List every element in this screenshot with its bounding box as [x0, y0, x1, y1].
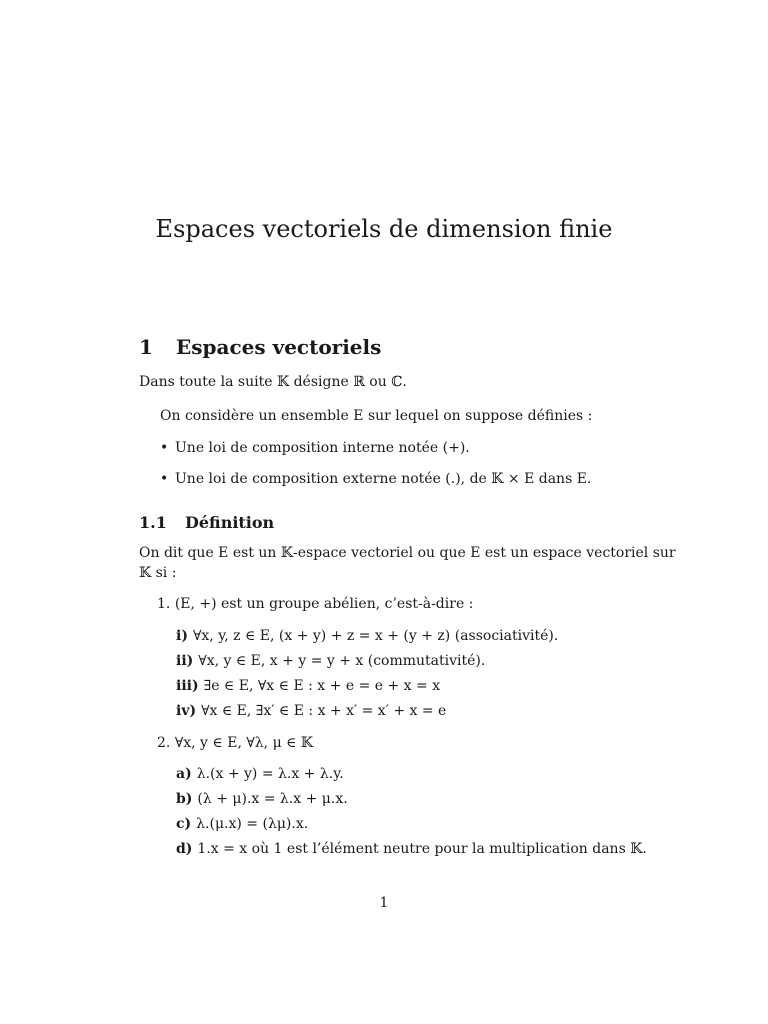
- sub-item: [176, 816, 308, 832]
- sub-item-text: ∀x, y ∈ E, x + y = y + x (commutativité).: [198, 653, 486, 669]
- enum-text: ∀x, y ∈ E, ∀λ, μ ∈ 𝕂: [174, 735, 314, 751]
- enum-label: 2.: [157, 735, 171, 751]
- section-heading: [139, 335, 381, 359]
- bullet-icon: •: [160, 471, 169, 487]
- sub-item-label: iv): [176, 703, 197, 719]
- bullet-icon: •: [160, 440, 169, 456]
- bullet-text: Une loi de composition externe notée (.), de 𝕂 × E dans E.: [175, 471, 592, 487]
- sub-item-label: iii): [176, 678, 199, 694]
- page-number: 1: [379, 895, 389, 911]
- bullet-item: [160, 440, 470, 456]
- sub-item-label: b): [176, 791, 193, 807]
- enum-item-1: [157, 596, 473, 612]
- sub-item: [176, 628, 558, 644]
- sub-item-label: c): [176, 816, 192, 832]
- sub-item-text: 1.x = x où 1 est l’élément neutre pour la multiplication dans 𝕂.: [197, 841, 647, 857]
- intro-line-1: Dans toute la suite 𝕂 désigne ℝ ou ℂ.: [139, 374, 407, 390]
- sub-item-label: ii): [176, 653, 194, 669]
- sub-item-label: a): [176, 766, 192, 782]
- subsection-heading: [139, 513, 274, 532]
- sub-item: [176, 766, 344, 782]
- sub-item-text: λ.(μ.x) = (λμ).x.: [196, 816, 309, 832]
- definition-line-2: 𝕂 si :: [139, 565, 177, 581]
- sub-item-label: i): [176, 628, 188, 644]
- sub-item-text: ∀x ∈ E, ∃x′ ∈ E : x + x′ = x′ + x = e: [201, 703, 447, 719]
- section-title: Espaces vectoriels: [176, 335, 382, 359]
- sub-item-label: d): [176, 841, 193, 857]
- section-number: 1: [139, 335, 153, 359]
- sub-item: [176, 653, 485, 669]
- definition-line-1: On dit que E est un 𝕂-espace vectoriel ou que E est un espace vectoriel sur: [139, 545, 676, 561]
- sub-item: [176, 703, 446, 719]
- bullet-text: Une loi de composition interne notée (+).: [175, 440, 470, 456]
- sub-item-text: ∃e ∈ E, ∀x ∈ E : x + e = e + x = x: [203, 678, 441, 694]
- sub-item-text: λ.(x + y) = λ.x + λ.y.: [196, 766, 344, 782]
- bullet-item: [160, 471, 591, 487]
- document-title: Espaces vectoriels de dimension finie: [155, 215, 613, 243]
- sub-item: [176, 841, 647, 857]
- sub-item-text: ∀x, y, z ∈ E, (x + y) + z = x + (y + z) (associativité).: [192, 628, 559, 644]
- sub-item-text: (λ + μ).x = λ.x + μ.x.: [197, 791, 348, 807]
- enum-label: 1.: [157, 596, 171, 612]
- subsection-title: Définition: [185, 513, 275, 532]
- enum-item-2: [157, 735, 313, 751]
- intro-line-2: On considère un ensemble E sur lequel on suppose définies :: [160, 408, 593, 424]
- sub-item: [176, 678, 440, 694]
- sub-item: [176, 791, 348, 807]
- enum-text: (E, +) est un groupe abélien, c’est-à-dire :: [174, 596, 474, 612]
- subsection-number: 1.1: [139, 513, 167, 532]
